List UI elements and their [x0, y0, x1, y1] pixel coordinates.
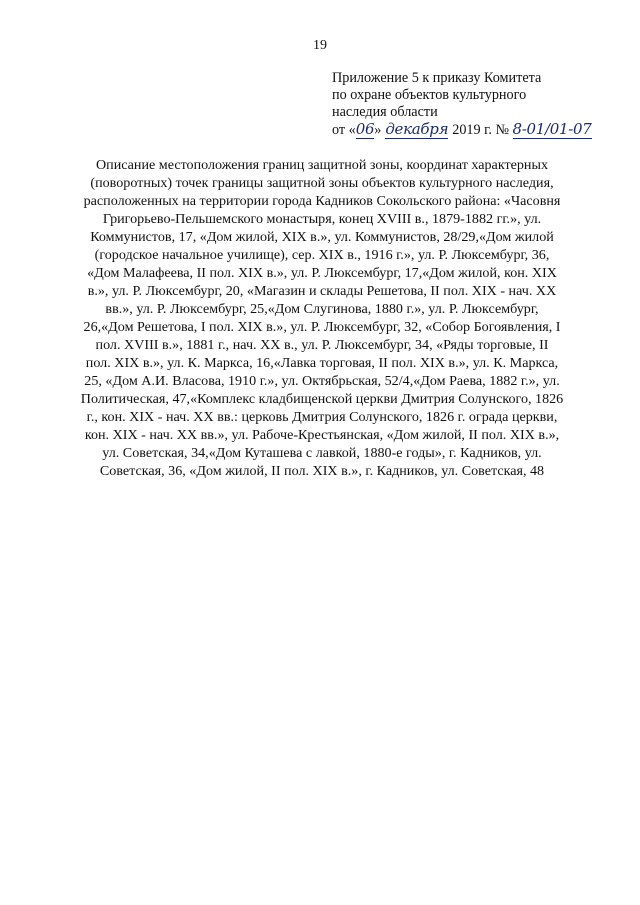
description-line: расположенных на территории города Кадников Сокольского района: «Часовня — [83, 193, 561, 209]
appendix-line-1: Приложение 5 к приказу Комитета — [332, 70, 542, 86]
description-line: (поворотных) точек границы защитной зоны объектов культурного наследия, — [90, 175, 554, 191]
description-line: Описание местоположения границ защитной зоны, координат характерных — [95, 157, 548, 173]
description-line: 26,«Дом Решетова, I пол. XIX в.», ул. Р. Люксембург, 32, «Собор Богоявления, I — [83, 319, 561, 335]
description-line: Политическая, 47,«Комплекс кладбищенской церкви Дмитрия Солунского, 1826 — [80, 391, 564, 407]
description-line: пол. XVIII в.», 1881 г., нач. XX в., ул. Р. Люксембург, 34, «Ряды торговые, II — [95, 337, 549, 353]
description-line: г., кон. XIX - нач. XX вв.: церковь Дмитрия Солунского, 1826 г. ограда церкви, — [86, 409, 558, 425]
description-line: ул. Советская, 34,«Дом Куташева с лавкой, 1880-е годы», г. Кадников, ул. — [102, 445, 542, 461]
page-number: 19 — [313, 38, 327, 53]
description-line: кон. XIX - нач. XX вв.», ул. Рабоче-Крестьянская, «Дом жилой, II пол. XIX в.», — [84, 427, 560, 443]
date-close: » — [374, 122, 382, 138]
description-text — [52, 156, 592, 480]
handwritten-order-number: 8-01/01-07 — [512, 120, 592, 138]
description-line: (городское начальное училище), сер. XIX в., 1916 г.», ул. Р. Люксембург, 36, — [94, 247, 550, 263]
date-year: 2019 г. № — [452, 122, 509, 138]
appendix-line-2: по охране объектов культурного — [332, 87, 527, 103]
description-line: Коммунистов, 17, «Дом жилой, XIX в.», ул. Коммунистов, 28/29,«Дом жилой — [90, 229, 554, 245]
appendix-header — [332, 70, 632, 139]
handwritten-day: 06 — [355, 120, 375, 138]
description-line: 25, «Дом А.И. Власова, 1910 г.», ул. Октябрьская, 52/4,«Дом Раева, 1882 г.», ул. — [84, 373, 560, 389]
description-line: «Дом Малафеева, II пол. XIX в.», ул. Р. Люксембург, 17,«Дом жилой, кон. XIX — [87, 265, 557, 281]
description-line: Григорьево-Пельшемского монастыря, конец XVIII в., 1879-1882 гг.», ул. — [102, 211, 542, 227]
description-line: в.», ул. Р. Люксембург, 20, «Магазин и склады Решетова, II пол. XIX - нач. XX — [87, 283, 557, 299]
description-line: вв.», ул. Р. Люксембург, 25,«Дом Слугинова, 1880 г.», ул. Р. Люксембург, — [105, 301, 539, 317]
description-line: Советская, 36, «Дом жилой, II пол. XIX в.», г. Кадников, ул. Советская, 48 — [99, 463, 545, 479]
date-prefix: от « — [332, 122, 356, 138]
appendix-date-line — [332, 121, 632, 139]
appendix-line-3: наследия области — [332, 104, 438, 120]
handwritten-month: декабря — [385, 120, 449, 138]
description-line: пол. XIX в.», ул. К. Маркса, 16,«Лавка торговая, II пол. XIX в.», ул. К. Маркса, — [85, 355, 559, 371]
